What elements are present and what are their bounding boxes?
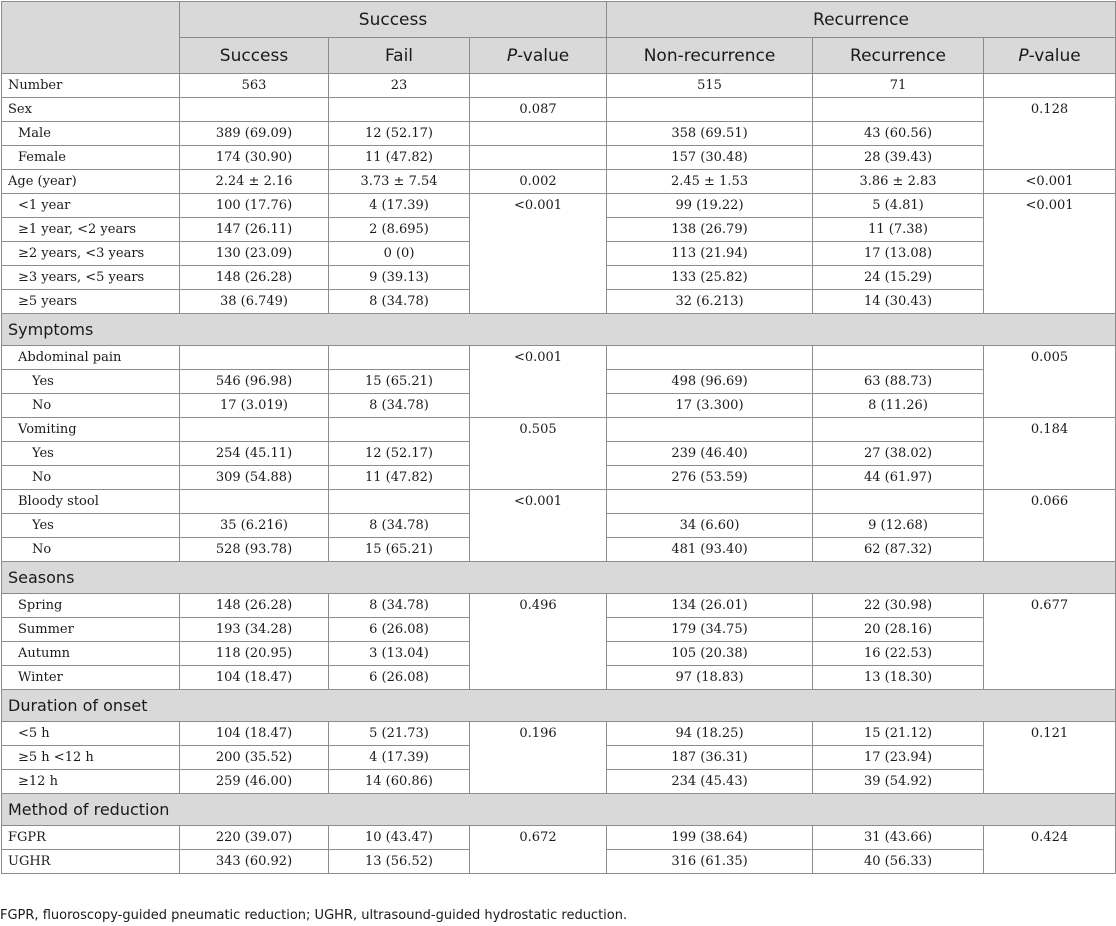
- table-row-age-lt1: [2, 194, 1116, 218]
- p-suffix: -value: [1028, 45, 1081, 66]
- cell-p-value-success: 0.002: [470, 170, 607, 194]
- cell-fail: [329, 98, 470, 122]
- cell-success: 100 (17.76): [180, 194, 329, 218]
- cell-success: 17 (3.019): [180, 394, 329, 418]
- row-label: ≥3 years, <5 years: [2, 266, 180, 290]
- cell-nonrecurrence: 34 (6.60): [607, 514, 813, 538]
- cell-recurrence: 27 (38.02): [813, 442, 984, 466]
- cell-nonrecurrence: 32 (6.213): [607, 290, 813, 314]
- row-label: <1 year: [2, 194, 180, 218]
- table-footnote: FGPR, fluoroscopy-guided pneumatic reduction; UGHR, ultrasound-guided hydrostatic reduction.: [0, 908, 628, 923]
- cell-success: 147 (26.11): [180, 218, 329, 242]
- cell-p-value-success: 0.196: [470, 722, 607, 794]
- cell-fail: 12 (52.17): [329, 442, 470, 466]
- cell-success: 259 (46.00): [180, 770, 329, 794]
- table-row-female: [2, 146, 1116, 170]
- cell-recurrence: 22 (30.98): [813, 594, 984, 618]
- cell-fail: 0 (0): [329, 242, 470, 266]
- section-heading: Seasons: [2, 562, 1116, 594]
- table-row-number: [2, 74, 1116, 98]
- row-label: Yes: [2, 442, 180, 466]
- row-label: No: [2, 394, 180, 418]
- cell-fail: 15 (65.21): [329, 370, 470, 394]
- cell-recurrence: 3.86 ± 2.83: [813, 170, 984, 194]
- cell-success: 35 (6.216): [180, 514, 329, 538]
- cell-fail: [329, 490, 470, 514]
- cell-recurrence: 13 (18.30): [813, 666, 984, 690]
- cell-nonrecurrence: [607, 98, 813, 122]
- cell-success: 563: [180, 74, 329, 98]
- cell-fail: 11 (47.82): [329, 466, 470, 490]
- row-label: Bloody stool: [2, 490, 180, 514]
- cell-p-value-recurrence: [984, 74, 1116, 98]
- row-label: UGHR: [2, 850, 180, 874]
- cell-nonrecurrence: 316 (61.35): [607, 850, 813, 874]
- cell-success: 118 (20.95): [180, 642, 329, 666]
- p-letter: P: [506, 45, 518, 66]
- cell-nonrecurrence: 358 (69.51): [607, 122, 813, 146]
- row-label: Sex: [2, 98, 180, 122]
- cell-success: 104 (18.47): [180, 666, 329, 690]
- cell-fail: 6 (26.08): [329, 618, 470, 642]
- cell-nonrecurrence: 157 (30.48): [607, 146, 813, 170]
- table-row-bloody-stool: [2, 490, 1116, 514]
- header-group-success: Success: [180, 2, 607, 38]
- cell-success: 200 (35.52): [180, 746, 329, 770]
- cell-nonrecurrence: [607, 418, 813, 442]
- cell-recurrence: 16 (22.53): [813, 642, 984, 666]
- cell-recurrence: 71: [813, 74, 984, 98]
- cell-nonrecurrence: 133 (25.82): [607, 266, 813, 290]
- cell-nonrecurrence: 99 (19.22): [607, 194, 813, 218]
- row-label: ≥2 years, <3 years: [2, 242, 180, 266]
- row-label: <5 h: [2, 722, 180, 746]
- cell-p-value-success: <0.001: [470, 194, 607, 314]
- table-row-abdominal-pain: [2, 346, 1116, 370]
- cell-success: 528 (93.78): [180, 538, 329, 562]
- cell-fail: 14 (60.86): [329, 770, 470, 794]
- section-heading: Method of reduction: [2, 794, 1116, 826]
- cell-recurrence: 20 (28.16): [813, 618, 984, 642]
- cell-nonrecurrence: 187 (36.31): [607, 746, 813, 770]
- header-group-row: [2, 2, 1116, 38]
- cell-fail: [329, 418, 470, 442]
- header-group-recurrence: Recurrence: [607, 2, 1116, 38]
- cell-success: 38 (6.749): [180, 290, 329, 314]
- header-col-nonrecurrence: Non-recurrence: [607, 38, 813, 74]
- table-row-sex: [2, 98, 1116, 122]
- cell-p-value-recurrence: 0.066: [984, 490, 1116, 562]
- header-col-p-value-recurrence: [984, 38, 1116, 74]
- cell-success: [180, 346, 329, 370]
- cell-fail: 8 (34.78): [329, 394, 470, 418]
- cell-p-value-success: 0.672: [470, 826, 607, 874]
- cell-fail: 4 (17.39): [329, 194, 470, 218]
- row-label: No: [2, 538, 180, 562]
- cell-success: 389 (69.09): [180, 122, 329, 146]
- cell-recurrence: 31 (43.66): [813, 826, 984, 850]
- cell-fail: 5 (21.73): [329, 722, 470, 746]
- row-label: Male: [2, 122, 180, 146]
- cell-success: 343 (60.92): [180, 850, 329, 874]
- row-label: Autumn: [2, 642, 180, 666]
- cell-recurrence: 11 (7.38): [813, 218, 984, 242]
- cell-nonrecurrence: 515: [607, 74, 813, 98]
- row-label: No: [2, 466, 180, 490]
- cell-p-value-recurrence: <0.001: [984, 170, 1116, 194]
- row-label: ≥5 years: [2, 290, 180, 314]
- cell-nonrecurrence: 276 (53.59): [607, 466, 813, 490]
- results-table: [1, 1, 1116, 874]
- row-label: FGPR: [2, 826, 180, 850]
- cell-fail: 4 (17.39): [329, 746, 470, 770]
- table-row-male: [2, 122, 1116, 146]
- cell-p-value-success: 0.505: [470, 418, 607, 490]
- section-row-seasons: [2, 562, 1116, 594]
- cell-fail: 2 (8.695): [329, 218, 470, 242]
- cell-nonrecurrence: 134 (26.01): [607, 594, 813, 618]
- cell-fail: 3.73 ± 7.54: [329, 170, 470, 194]
- cell-nonrecurrence: 179 (34.75): [607, 618, 813, 642]
- table-row-vomiting: [2, 418, 1116, 442]
- cell-recurrence: 62 (87.32): [813, 538, 984, 562]
- section-heading: Duration of onset: [2, 690, 1116, 722]
- row-label: Number: [2, 74, 180, 98]
- cell-success: 220 (39.07): [180, 826, 329, 850]
- cell-fail: 13 (56.52): [329, 850, 470, 874]
- cell-p-value-success: [470, 146, 607, 170]
- header-col-success: Success: [180, 38, 329, 74]
- cell-nonrecurrence: [607, 490, 813, 514]
- cell-nonrecurrence: 113 (21.94): [607, 242, 813, 266]
- cell-nonrecurrence: 239 (46.40): [607, 442, 813, 466]
- cell-fail: 8 (34.78): [329, 514, 470, 538]
- row-label: ≥5 h <12 h: [2, 746, 180, 770]
- cell-p-value-recurrence: 0.677: [984, 594, 1116, 690]
- row-label: Yes: [2, 514, 180, 538]
- cell-recurrence: 9 (12.68): [813, 514, 984, 538]
- cell-recurrence: 40 (56.33): [813, 850, 984, 874]
- header-col-fail: Fail: [329, 38, 470, 74]
- cell-recurrence: [813, 346, 984, 370]
- cell-success: [180, 490, 329, 514]
- cell-recurrence: [813, 418, 984, 442]
- cell-nonrecurrence: 97 (18.83): [607, 666, 813, 690]
- row-label: Abdominal pain: [2, 346, 180, 370]
- cell-recurrence: [813, 98, 984, 122]
- cell-success: 130 (23.09): [180, 242, 329, 266]
- cell-fail: 15 (65.21): [329, 538, 470, 562]
- cell-fail: 6 (26.08): [329, 666, 470, 690]
- cell-success: 174 (30.90): [180, 146, 329, 170]
- p-letter: P: [1018, 45, 1029, 66]
- cell-nonrecurrence: 199 (38.64): [607, 826, 813, 850]
- table-row-duration-lt5: [2, 722, 1116, 746]
- cell-success: 309 (54.88): [180, 466, 329, 490]
- cell-p-value-success: <0.001: [470, 490, 607, 562]
- row-label: Vomiting: [2, 418, 180, 442]
- cell-success: [180, 418, 329, 442]
- row-label: Winter: [2, 666, 180, 690]
- cell-p-value-success: 0.496: [470, 594, 607, 690]
- cell-fail: 11 (47.82): [329, 146, 470, 170]
- cell-nonrecurrence: 2.45 ± 1.53: [607, 170, 813, 194]
- row-label: Female: [2, 146, 180, 170]
- cell-success: 254 (45.11): [180, 442, 329, 466]
- row-label: ≥12 h: [2, 770, 180, 794]
- header-col-recurrence: Recurrence: [813, 38, 984, 74]
- cell-recurrence: 44 (61.97): [813, 466, 984, 490]
- table-row-fgpr: [2, 826, 1116, 850]
- cell-p-value-recurrence: 0.128: [984, 98, 1116, 170]
- cell-fail: [329, 346, 470, 370]
- cell-nonrecurrence: 138 (26.79): [607, 218, 813, 242]
- cell-fail: 8 (34.78): [329, 594, 470, 618]
- cell-fail: 8 (34.78): [329, 290, 470, 314]
- cell-recurrence: 43 (60.56): [813, 122, 984, 146]
- row-label: Yes: [2, 370, 180, 394]
- cell-p-value-recurrence: 0.121: [984, 722, 1116, 794]
- cell-nonrecurrence: 17 (3.300): [607, 394, 813, 418]
- cell-fail: 12 (52.17): [329, 122, 470, 146]
- cell-success: 148 (26.28): [180, 594, 329, 618]
- cell-recurrence: 24 (15.29): [813, 266, 984, 290]
- cell-success: 104 (18.47): [180, 722, 329, 746]
- cell-nonrecurrence: [607, 346, 813, 370]
- cell-p-value-success: <0.001: [470, 346, 607, 418]
- cell-recurrence: 28 (39.43): [813, 146, 984, 170]
- cell-recurrence: 63 (88.73): [813, 370, 984, 394]
- cell-recurrence: 17 (23.94): [813, 746, 984, 770]
- row-label: Age (year): [2, 170, 180, 194]
- row-label: ≥1 year, <2 years: [2, 218, 180, 242]
- cell-nonrecurrence: 105 (20.38): [607, 642, 813, 666]
- cell-recurrence: [813, 490, 984, 514]
- cell-p-value-recurrence: <0.001: [984, 194, 1116, 314]
- cell-fail: 10 (43.47): [329, 826, 470, 850]
- cell-p-value-recurrence: 0.005: [984, 346, 1116, 418]
- p-suffix: -value: [517, 45, 570, 66]
- cell-success: 546 (96.98): [180, 370, 329, 394]
- cell-recurrence: 17 (13.08): [813, 242, 984, 266]
- cell-p-value-success: [470, 74, 607, 98]
- cell-nonrecurrence: 498 (96.69): [607, 370, 813, 394]
- section-row-method: [2, 794, 1116, 826]
- cell-fail: 9 (39.13): [329, 266, 470, 290]
- cell-recurrence: 8 (11.26): [813, 394, 984, 418]
- cell-success: 148 (26.28): [180, 266, 329, 290]
- cell-recurrence: 14 (30.43): [813, 290, 984, 314]
- section-heading: Symptoms: [2, 314, 1116, 346]
- section-row-symptoms: [2, 314, 1116, 346]
- cell-p-value-success: [470, 122, 607, 146]
- cell-success: 193 (34.28): [180, 618, 329, 642]
- cell-nonrecurrence: 94 (18.25): [607, 722, 813, 746]
- table-row-age: [2, 170, 1116, 194]
- cell-p-value-recurrence: 0.184: [984, 418, 1116, 490]
- cell-fail: 23: [329, 74, 470, 98]
- cell-p-value-success: 0.087: [470, 98, 607, 122]
- cell-success: 2.24 ± 2.16: [180, 170, 329, 194]
- cell-nonrecurrence: 481 (93.40): [607, 538, 813, 562]
- cell-recurrence: 15 (21.12): [813, 722, 984, 746]
- row-label: Summer: [2, 618, 180, 642]
- cell-recurrence: 39 (54.92): [813, 770, 984, 794]
- cell-fail: 3 (13.04): [329, 642, 470, 666]
- cell-recurrence: 5 (4.81): [813, 194, 984, 218]
- section-row-duration: [2, 690, 1116, 722]
- header-col-p-value-success: [470, 38, 607, 74]
- header-corner-cell: [2, 2, 180, 74]
- row-label: Spring: [2, 594, 180, 618]
- table-row-spring: [2, 594, 1116, 618]
- cell-nonrecurrence: 234 (45.43): [607, 770, 813, 794]
- cell-success: [180, 98, 329, 122]
- cell-p-value-recurrence: 0.424: [984, 826, 1116, 874]
